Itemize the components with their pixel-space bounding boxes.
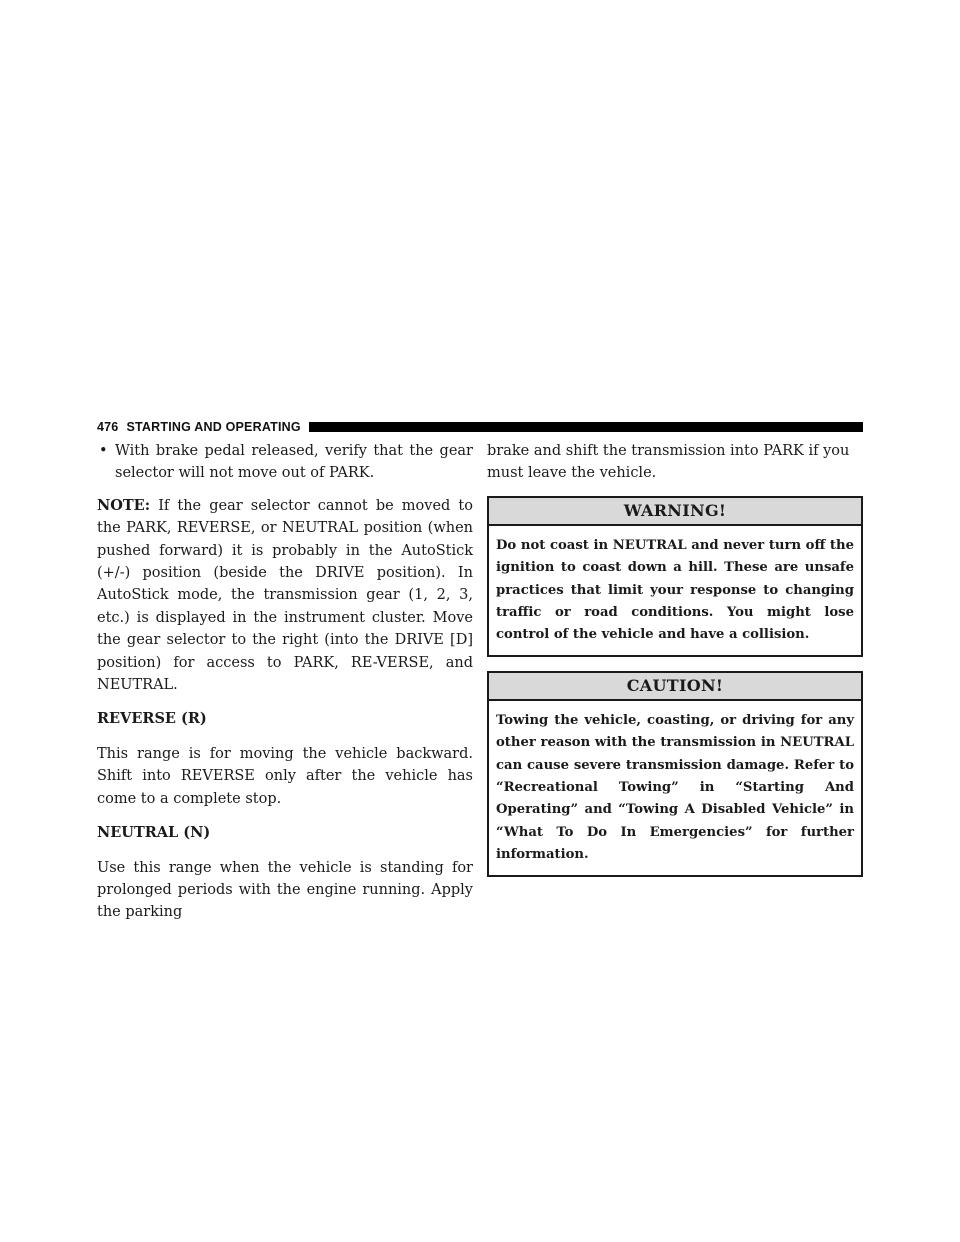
caution-title: CAUTION! xyxy=(489,673,861,701)
bullet-item xyxy=(97,440,473,485)
bullet-icon: • xyxy=(99,443,108,459)
warning-body: Do not coast in NEUTRAL and never turn off the ignition to coast down a hill. These are unsafe practices that limit your response to changing traffic or road conditions. You might lose control of the vehicle and have a collision. xyxy=(496,537,854,643)
section-title: STARTING AND OPERATING xyxy=(126,420,301,434)
reverse-heading: REVERSE (R) xyxy=(97,710,207,728)
warning-title: WARNING! xyxy=(489,498,861,526)
page-header xyxy=(97,419,863,435)
caution-body: Towing the vehicle, coasting, or driving for any other reason with the transmission in NEUTRAL can cause severe transmission damage. Refer to “Recreational Towing” in “Starting And Operating” and “Towing A Disabled Vehicle” in “What To Do In Emergencies” for further information. xyxy=(496,712,854,863)
note-label: NOTE: xyxy=(97,496,151,514)
left-column xyxy=(97,440,473,924)
page-number: 476 xyxy=(97,420,119,434)
reverse-paragraph: This range is for moving the vehicle backward. Shift into REVERSE only after the vehicle has come to a complete stop. xyxy=(97,745,473,807)
header-rule xyxy=(309,422,863,432)
note-paragraph xyxy=(97,495,473,697)
note-text: If the gear selector cannot be moved to the PARK, REVERSE, or NEUTRAL position (when pushed forward) it is probably in the AutoStick (+/-) position (beside the DRIVE position). In AutoStick mode, the transmission gear (1, 2, 3, etc.) is displayed in the instrument cluster. Move the gear selector to the right (into the DRIVE [D] position) for access to PARK, RE-VERSE, and NEUTRAL. xyxy=(97,497,473,694)
continuation-paragraph: brake and shift the transmission into PARK if you must leave the vehicle. xyxy=(487,443,850,482)
neutral-heading: NEUTRAL (N) xyxy=(97,824,211,842)
warning-box xyxy=(487,496,863,657)
neutral-paragraph: Use this range when the vehicle is standing for prolonged periods with the engine running. Apply the parking xyxy=(97,859,473,921)
right-column xyxy=(487,440,863,877)
bullet-text: With brake pedal released, verify that the gear selector will not move out of PARK. xyxy=(115,443,473,482)
caution-box xyxy=(487,671,863,877)
